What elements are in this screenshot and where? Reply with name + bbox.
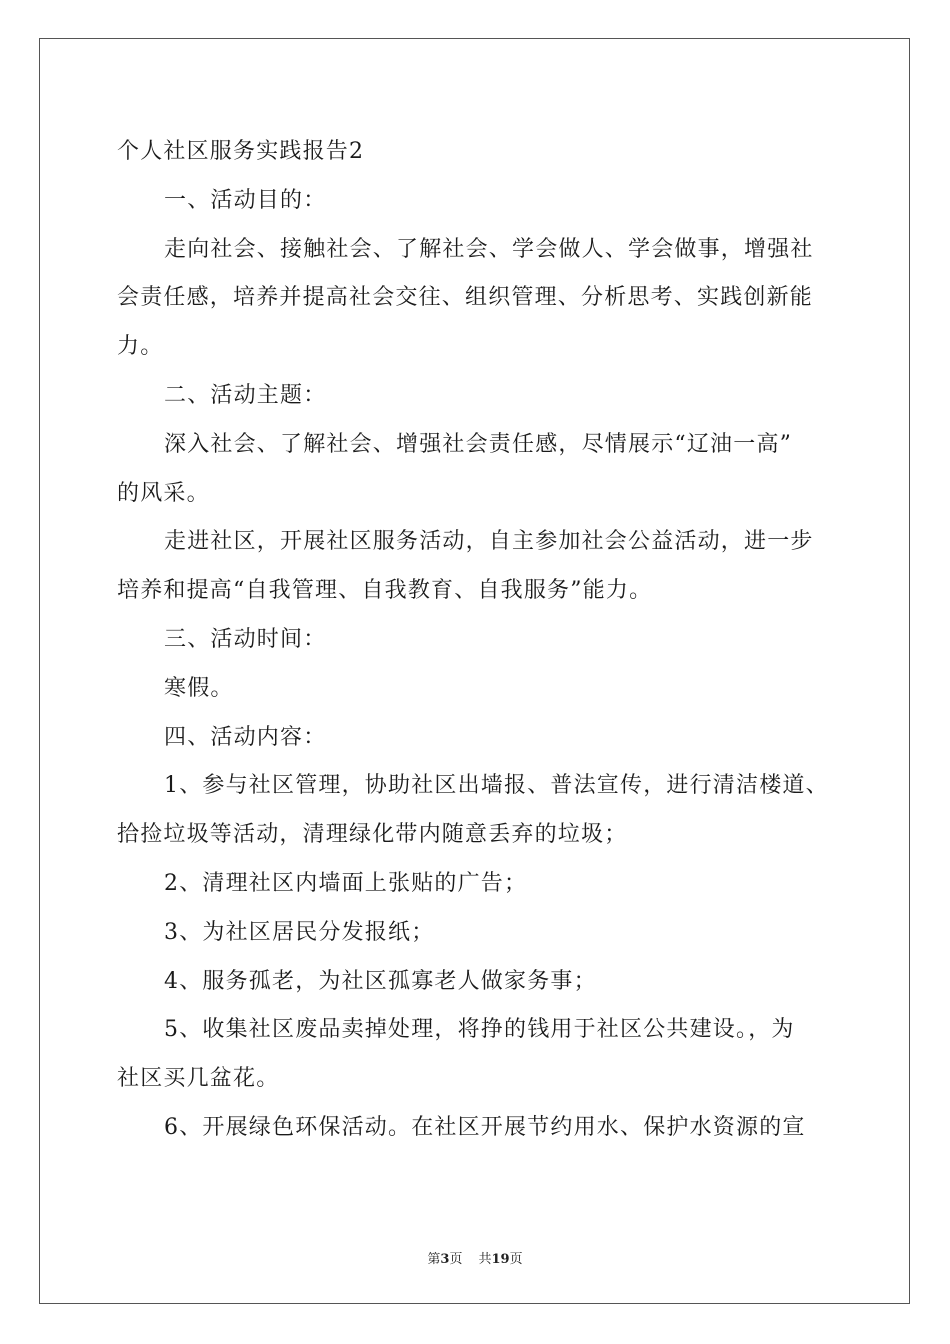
text-line: 三、活动时间：: [164, 626, 327, 652]
page-footer: [0, 1248, 950, 1267]
text-line: 社区买几盆花。: [117, 1066, 280, 1092]
text-line: 拾捡垃圾等活动，清理绿化带内随意丢弃的垃圾；: [117, 822, 628, 848]
text-line: 寒假。: [164, 675, 234, 701]
text-line: 走向社会、接触社会、了解社会、学会做人、学会做事，增强社: [164, 236, 814, 262]
text-line: 1、参与社区管理，协助社区出墙报、普法宣传，进行清洁楼道、: [164, 773, 829, 799]
text-line: 2、清理社区内墙面上张贴的广告；: [164, 870, 528, 896]
text-line: 四、活动内容：: [164, 724, 327, 750]
text-line: 4、服务孤老，为社区孤寡老人做家务事；: [164, 968, 597, 994]
footer-total-prefix: 共: [478, 1252, 492, 1267]
document-title: 个人社区服务实践报告2: [117, 139, 365, 164]
text-line: 培养和提高“自我管理、自我教育、自我服务”能力。: [117, 578, 653, 604]
text-line: 一、活动目的：: [164, 187, 327, 213]
text-line: 二、活动主题：: [164, 382, 327, 408]
text-line: 5、收集社区废品卖掉处理，将挣的钱用于社区公共建设。，为: [164, 1017, 795, 1043]
text-line: 深入社会、了解社会、增强社会责任感，尽情展示“辽油一高”: [164, 431, 793, 457]
document-body: [117, 128, 837, 1153]
footer-page-suffix: 页: [449, 1252, 463, 1267]
text-line: 会责任感，培养并提高社会交往、组织管理、分析思考、实践创新能: [117, 285, 814, 311]
text-line: 力。: [117, 334, 164, 360]
footer-total-suffix: 页: [509, 1252, 523, 1267]
footer-page-prefix: 第: [427, 1252, 441, 1267]
text-line: 6、开展绿色环保活动。在社区开展节约用水、保护水资源的宣: [164, 1114, 806, 1140]
text-line: 的风采。: [117, 480, 210, 506]
footer-total-pages: 19: [491, 1252, 510, 1267]
text-line: 3、为社区居民分发报纸；: [164, 919, 435, 945]
text-line: 走进社区，开展社区服务活动，自主参加社会公益活动，进一步: [164, 529, 814, 555]
footer-current-page: 3: [440, 1252, 450, 1267]
